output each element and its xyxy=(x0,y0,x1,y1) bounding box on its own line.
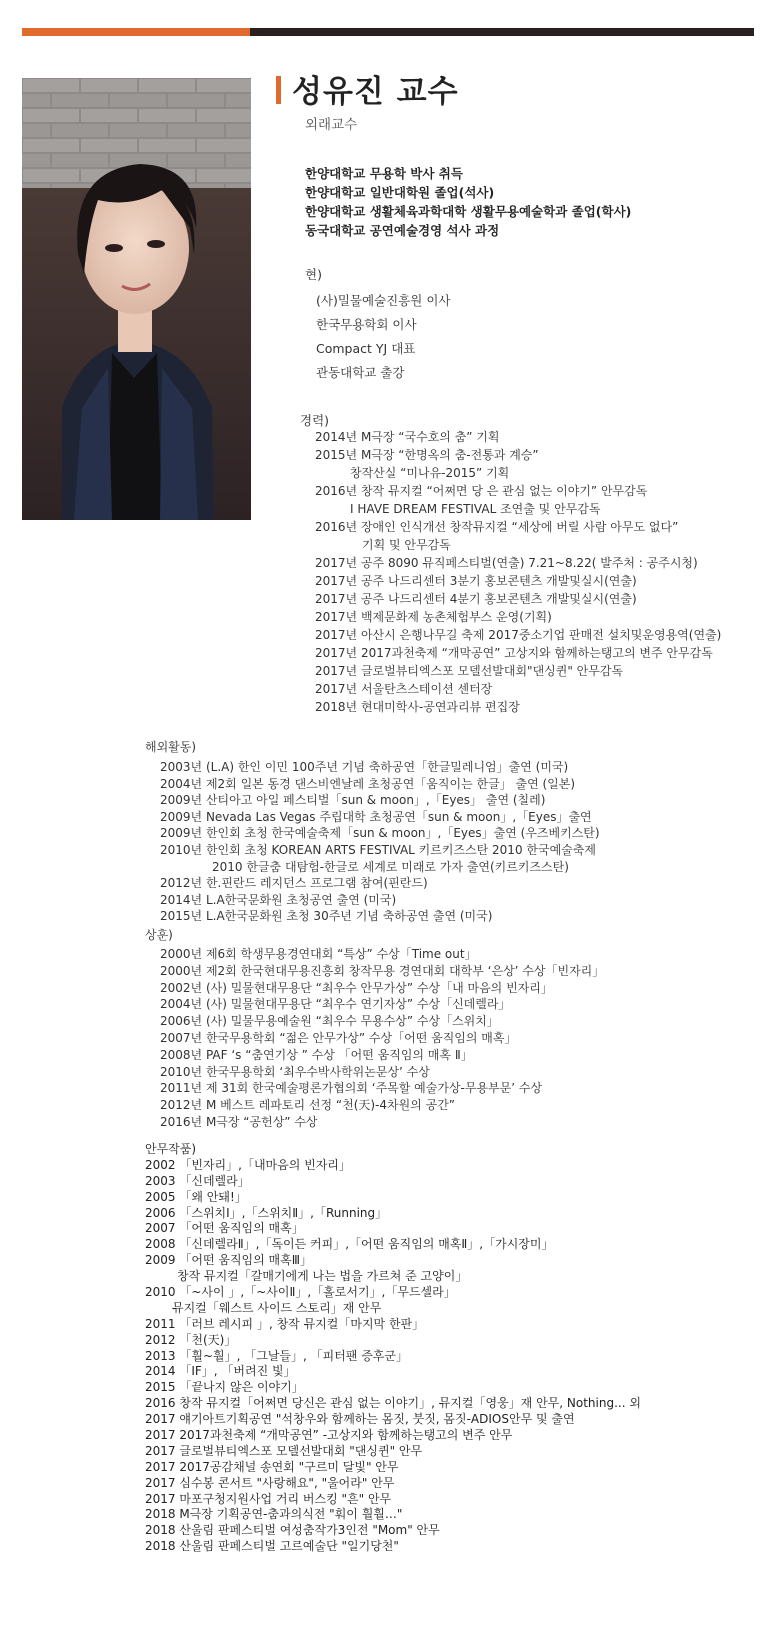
career-item: 2018년 현대미학사-공연과리뷰 편집장 xyxy=(315,700,520,714)
award-item: 2000년 제2회 한국현대무용진흥회 창작무용 경연대회 대학부 ‘은상’ 수상「빈자리」 xyxy=(160,963,605,978)
work-item: 2017 글로벌뷰티엑스포 모델선발대회 "댄싱퀸" 안무 xyxy=(145,1443,423,1458)
current-list xyxy=(316,289,450,385)
career-item: 2017년 2017과천축제 “개막공연” 고상지와 함께하는탱고의 변주 안무감독 xyxy=(315,646,713,660)
current-item: 관동대학교 출강 xyxy=(316,365,405,380)
awards-section xyxy=(145,926,604,1131)
work-item: 2002 「빈자리」,「내마음의 빈자리」 xyxy=(145,1157,351,1172)
career-item: 기획 및 안무감독 xyxy=(362,538,451,552)
overseas-item: 2009년 Nevada Las Vegas 주립대학 초청공연「sun & moon」,「Eyes」출연 xyxy=(160,809,592,824)
overseas-item: 2010 한글춤 대탐험-한글로 세계로 미래로 가자 출연(키르키즈스탄) xyxy=(212,859,569,874)
work-item: 2012 「천(天)」 xyxy=(145,1332,237,1347)
professor-position: 외래교수 xyxy=(305,117,358,133)
overseas-item: 2012년 한.핀란드 레지던스 프로그램 참여(핀란드) xyxy=(160,876,428,891)
award-item: 2004년 (사) 밀물현대무용단 “최우수 연기자상” 수상「신데렐라」 xyxy=(160,997,511,1012)
work-item: 2017 2017과천축제 “개막공연” -고상지와 함께하는탱고의 변주 안무 xyxy=(145,1428,513,1443)
work-item: 2011 「러브 레시피 」, 창작 뮤지컬「마지막 한판」 xyxy=(145,1316,425,1331)
work-item: 2008 「신데렐라Ⅱ」,「독이든 커피」,「어떤 움직임의 매혹Ⅱ」,「가시장미」 xyxy=(145,1237,554,1252)
award-item: 2012년 M 베스트 레파토리 선정 “천(天)-4차원의 공간” xyxy=(160,1098,456,1113)
award-item: 2008년 PAF ‘s “춤연기상 ” 수상 「어떤 움직임의 매혹 Ⅱ」 xyxy=(160,1047,473,1062)
career-item: 2014년 M극장 “국수호의 춤” 기획 xyxy=(315,430,500,444)
work-item: 2018 M극장 기획공연-춤과의식전 "훠이 훨훨…" xyxy=(145,1507,403,1522)
work-item: 2017 2017공감채널 송연회 "구르미 달빛" 안무 xyxy=(145,1459,399,1474)
degree-item: 한양대학교 무용학 박사 취득 xyxy=(305,166,463,181)
work-item: 뮤지컬「웨스트 사이드 스토리」재 안무 xyxy=(172,1300,382,1315)
current-item: 한국무용학회 이사 xyxy=(316,317,417,332)
career-item: 2017년 서울탄츠스테이션 센터장 xyxy=(315,682,493,696)
current-item: (사)밀물예술진흥원 이사 xyxy=(316,293,451,308)
work-item: 2007 「어떤 움직임의 매혹」 xyxy=(145,1221,304,1236)
degree-item: 한양대학교 생활체육과학대학 생활무용예술학과 졸업(학사) xyxy=(305,204,632,219)
degree-item: 한양대학교 일반대학원 졸업(석사) xyxy=(305,185,495,200)
profile-photo-illustration xyxy=(22,78,251,520)
current-heading: 현) xyxy=(305,267,322,282)
overseas-item: 2004년 제2회 일본 동경 댄스비엔날레 초청공연「움직이는 한글」 출연 (일본) xyxy=(160,776,576,791)
career-item: 2016년 장애인 인식개선 창작뮤지컬 “세상에 버릴 사람 아무도 없다” xyxy=(315,520,679,534)
work-item: 2015 「끝나지 않은 이야기」 xyxy=(145,1380,304,1395)
career-item: 2017년 백제문화제 농촌체험부스 운영(기획) xyxy=(315,610,552,624)
career-item: 2017년 글로벌뷰티엑스포 모델선발대회"댄싱퀸" 안무감독 xyxy=(315,664,624,678)
work-item: 2005 「왜 안돼!」 xyxy=(145,1189,247,1204)
career-item: 2017년 공주 나드리센터 3분기 홍보콘텐츠 개발및실시(연출) xyxy=(315,574,637,588)
career-item: 2017년 공주 나드리센터 4분기 홍보콘텐츠 개발및실시(연출) xyxy=(315,592,637,606)
work-item: 2017 심수봉 콘서트 "사랑해요", "울어라" 안무 xyxy=(145,1475,395,1490)
career-list xyxy=(315,428,721,716)
career-item: 2015년 M극장 “한명옥의 춤-전통과 계승” xyxy=(315,448,539,462)
overseas-heading: 해외활동) xyxy=(145,740,197,754)
award-item: 2011년 제 31회 한국예술평론가협의회 ‘주목할 예술가상-무용부문’ 수상 xyxy=(160,1081,543,1096)
career-item: 2017년 공주 8090 뮤직페스티벌(연출) 7.21~8.22( 발주처 : 공주시청) xyxy=(315,556,698,570)
career-heading: 경력) xyxy=(300,413,330,428)
overseas-item: 2015년 L.A한국문화원 초청 30주년 기념 축하공연 출연 (미국) xyxy=(160,909,493,924)
work-item: 2017 마포구청지원사업 거리 버스킹 "흔" 안무 xyxy=(145,1491,392,1506)
work-item: 2003 「신데렐라」 xyxy=(145,1173,250,1188)
work-item: 창작 뮤지컬「갈매기에게 나는 법을 가르쳐 준 고양이」 xyxy=(177,1269,468,1284)
professor-name: 성유진 교수 xyxy=(292,74,459,110)
work-item: 2016 창작 뮤지컬「어쩌면 당신은 관심 없는 이야기」, 뮤지컬「영웅」재 안무, Nothing... 외 xyxy=(145,1396,641,1411)
overseas-item: 2014년 L.A한국문화원 초청공연 출연 (미국) xyxy=(160,892,397,907)
overseas-item: 2009년 한인회 초청 한국예술축제「sun & moon」,「Eyes」출연 (우즈베키스탄) xyxy=(160,826,600,841)
award-item: 2007년 한국무용학회 “젊은 안무가상” 수상「어떤 움직임의 매혹」 xyxy=(160,1030,517,1045)
work-item: 2006 「스위치Ⅰ」,「스위치Ⅱ」,「Running」 xyxy=(145,1205,388,1220)
work-item: 2009 「어떤 움직임의 매혹Ⅲ」 xyxy=(145,1253,312,1268)
degrees-list xyxy=(305,164,631,240)
awards-heading: 상훈) xyxy=(145,928,173,942)
works-heading: 안무작품) xyxy=(145,1142,197,1156)
award-item: 2010년 한국무용학회 ‘최우수박사학위논문상’ 수상 xyxy=(160,1064,430,1079)
works-section xyxy=(145,1142,641,1555)
award-item: 2002년 (사) 밀물현대무용단 “최우수 안무가상” 수상「내 마음의 빈자리」 xyxy=(160,980,553,995)
work-item: 2010 「~사이 」,「~사이Ⅱ」,「홀로서기」,「무드셀라」 xyxy=(145,1285,456,1300)
name-accent-bar xyxy=(276,76,281,104)
overseas-item: 2009년 산티아고 아일 페스티벌「sun & moon」,「Eyes」 출연 (칠레) xyxy=(160,793,546,808)
degree-item: 동국대학교 공연예술경영 석사 과정 xyxy=(305,223,500,238)
work-item: 2014 「IF」, 「버려진 빛」 xyxy=(145,1364,296,1379)
career-item: 2017년 아산시 은행나무길 축제 2017중소기업 판매전 설치및운영용역(연출) xyxy=(315,628,722,642)
work-item: 2018 산울림 판페스티벌 여성춤작가3인전 "Mom" 안무 xyxy=(145,1523,440,1538)
award-item: 2016년 M극장 “공헌상” 수상 xyxy=(160,1114,318,1129)
top-divider-bar xyxy=(22,28,754,36)
work-item: 2013 「훨~훨」, 「그날들」, 「피터팬 증후군」 xyxy=(145,1348,408,1363)
work-item: 2018 산울림 판페스티벌 고르예술단 "일기당천" xyxy=(145,1539,399,1554)
award-item: 2006년 (사) 밀물무용예술원 “최우수 무용수상” 수상「스위치」 xyxy=(160,1014,499,1029)
overseas-item: 2010년 한인회 초청 KOREAN ARTS FESTIVAL 키르키즈스탄 2010 한국예술축제 xyxy=(160,842,596,857)
overseas-section xyxy=(145,738,600,925)
award-item: 2000년 제6회 학생무용경연대회 “특상” 수상「Time out」 xyxy=(160,947,477,961)
profile-photo xyxy=(22,78,251,520)
top-divider-accent xyxy=(22,28,250,36)
current-item: Compact YJ 대표 xyxy=(316,341,416,356)
career-item: 창작산실 “미나유-2015” 기획 xyxy=(350,466,510,480)
work-item: 2017 얘기아트기획공연 "석창우와 함께하는 몸짓, 붓짓, 몸짓-ADIOS안무 및 출연 xyxy=(145,1412,575,1427)
overseas-item: 2003년 (L.A) 한인 이민 100주년 기념 축하공연「한글밀레니엄」출연 (미국) xyxy=(160,760,569,774)
career-item: 2016년 창작 뮤지컬 “어쩌면 당 은 관심 없는 이야기” 안무감독 xyxy=(315,484,648,498)
career-item: I HAVE DREAM FESTIVAL 조연출 및 안무감독 xyxy=(350,502,601,516)
